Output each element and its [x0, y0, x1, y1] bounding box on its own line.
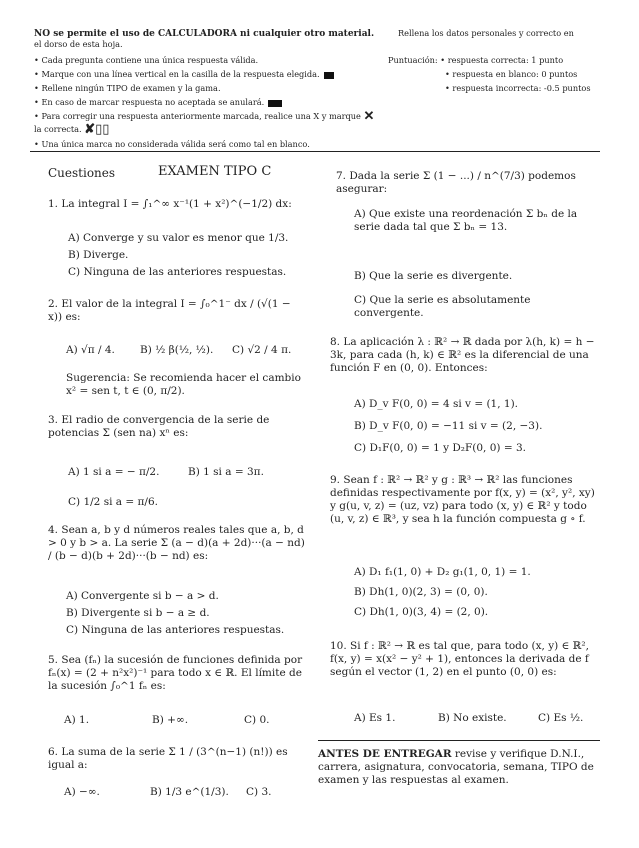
- q5-option-a[interactable]: A) 1.: [64, 714, 90, 726]
- q9-option-c[interactable]: C) Dh(1, 0)(3, 4) = (2, 0).: [354, 606, 489, 618]
- question-stem: Si f : ℝ² → ℝ es tal que, para todo (x, y) ∈ ℝ², f(x, y) = x(x² − y² + 1), entonces la derivada de f según el vector (1, 2) en el punto (0, 0) es:: [330, 640, 589, 678]
- question-stem: La integral I = ∫₁^∞ x⁻¹(1 + x²)^(−1/2) dx:: [61, 198, 292, 210]
- q3-option-b[interactable]: B) 1 si a = 3π.: [188, 466, 264, 478]
- bullet-5: • Para corregir una respuesta anteriormente marcada, realice una X y marque ✕: [34, 109, 375, 124]
- question-number: 6.: [48, 746, 59, 758]
- question-stem: Sean f : ℝ² → ℝ² y g : ℝ³ → ℝ² las funciones definidas respectivamente por f(x, y) = (x², y², xy) y g(u, v, z) = (uz, vz) para todo (x, y) ∈ ℝ² y todo (u, v, z) ∈ ℝ³, y sea h la función compuesta g ∘ f.: [330, 474, 595, 525]
- question-stem: Dada la serie Σ (1 − ...) / n^(7/3) podemos asegurar:: [336, 170, 576, 195]
- question-number: 7.: [336, 170, 347, 182]
- question-stem: El radio de convergencia de la serie de potencias Σ (sen na) xⁿ es:: [48, 414, 270, 439]
- question-number: 8.: [330, 336, 341, 348]
- q1-option-c[interactable]: C) Ninguna de las anteriores respuestas.: [68, 266, 287, 278]
- q10-option-c[interactable]: C) Es ½.: [538, 712, 584, 724]
- crossed-box-icon: ✘▯▯: [84, 122, 110, 137]
- q8-option-a[interactable]: A) D_v F(0, 0) = 4 si v = (1, 1).: [354, 398, 519, 410]
- q6-option-a[interactable]: A) −∞.: [64, 786, 100, 798]
- bullet-text: En caso de marcar respuesta no aceptada se anulará.: [41, 97, 265, 107]
- q7-option-b[interactable]: B) Que la serie es divergente.: [354, 270, 513, 282]
- bullet-2: • Marque con una línea vertical en la casilla de la respuesta elegida.: [34, 69, 334, 79]
- question-number: 3.: [48, 414, 59, 426]
- bullet-3: • Rellene ningún TIPO de examen y la gama.: [34, 83, 221, 93]
- question-stem: La aplicación λ : ℝ² → ℝ dada por λ(h, k) = h − 3k, para cada (h, k) ∈ ℝ² es la diferencial de una función F en (0, 0). Entonces:: [330, 336, 595, 374]
- bullet-text: Rellene ningún TIPO de examen y la gama.: [41, 83, 221, 93]
- q5-option-b[interactable]: B) +∞.: [152, 714, 189, 726]
- question-8: [330, 336, 600, 375]
- instructions-line-1: [34, 28, 374, 39]
- q10-option-a[interactable]: A) Es 1.: [354, 712, 396, 724]
- q2-hint: Sugerencia: Se recomienda hacer el cambio x² = sen t, t ∈ (0, π/2).: [66, 372, 301, 397]
- before-submit-heading: ANTES DE ENTREGAR: [318, 748, 452, 760]
- header-divider: [30, 151, 600, 152]
- q8-option-b[interactable]: B) D_v F(0, 0) = −11 si v = (2, −3).: [354, 420, 543, 432]
- q8-option-c[interactable]: C) D₁F(0, 0) = 1 y D₂F(0, 0) = 3.: [354, 442, 527, 454]
- question-3: [48, 414, 308, 440]
- question-9: [330, 474, 600, 526]
- question-4: [48, 524, 306, 563]
- q1-option-b[interactable]: B) Diverge.: [68, 249, 129, 261]
- q9-option-b[interactable]: B) Dh(1, 0)(2, 3) = (0, 0).: [354, 586, 488, 598]
- q7-option-a[interactable]: A) Que existe una reordenación Σ bₙ de la serie dada tal que Σ bₙ = 13.: [354, 208, 578, 233]
- q2-option-a[interactable]: A) √π / 4.: [66, 344, 115, 356]
- bullet-text: Para corregir una respuesta anteriormente marcada, realice una X y marque: [41, 111, 361, 121]
- question-stem: Sean a, b y d números reales tales que a, b, d > 0 y b > a. La serie Σ (a − d)(a + 2d)···(a − nd) / (b − d)(b + 2d)···(b − nd) es:: [48, 524, 305, 562]
- question-number: 2.: [48, 298, 59, 310]
- bullet-1: • Cada pregunta contiene una única respuesta válida.: [34, 55, 259, 65]
- exam-title: EXAMEN TIPO C: [158, 164, 272, 179]
- scoring-wrong: • respuesta incorrecta: -0.5 puntos: [445, 83, 591, 93]
- bullet-6: • Una única marca no considerada válida será como tal en blanco.: [34, 139, 310, 149]
- bullet-4: • En caso de marcar respuesta no aceptada se anulará.: [34, 97, 282, 107]
- footer-divider: [318, 740, 600, 741]
- q10-option-b[interactable]: B) No existe.: [438, 712, 507, 724]
- question-number: 5.: [48, 654, 59, 666]
- filled-box-icon: [268, 100, 282, 107]
- bullet-text: Una única marca no considerada válida será como tal en blanco.: [41, 139, 310, 149]
- question-6: [48, 746, 310, 772]
- question-2: [48, 298, 308, 324]
- question-7: [336, 170, 598, 196]
- scoring-correct: Puntuación: • respuesta correcta: 1 punto: [388, 55, 564, 65]
- question-number: 4.: [48, 524, 59, 536]
- bullet-text: Cada pregunta contiene una única respuesta válida.: [41, 55, 259, 65]
- bullet-text: Marque con una línea vertical en la casilla de la respuesta elegida.: [41, 69, 320, 79]
- q2-option-b[interactable]: B) ½ β(½, ½).: [140, 344, 214, 356]
- instructions-line-1-right: Rellena los datos personales y correcto en: [398, 28, 574, 38]
- before-submit-note: [318, 748, 600, 787]
- q4-option-c[interactable]: C) Ninguna de las anteriores respuestas.: [66, 624, 285, 636]
- q3-option-c[interactable]: C) 1/2 si a = π/6.: [68, 496, 158, 508]
- q3-option-a[interactable]: A) 1 si a = − π/2.: [68, 466, 160, 478]
- bullet-text: la correcta.: [34, 124, 82, 134]
- question-stem: El valor de la integral I = ∫₀^1⁻ dx / (√(1 − x)) es:: [48, 298, 291, 323]
- cross-mark-icon: ✕: [363, 109, 375, 124]
- q7-option-c[interactable]: C) Que la serie es absolutamente convergente.: [354, 294, 531, 319]
- section-label: Cuestiones: [48, 166, 116, 180]
- before-submit-text: revise y verifique D.N.I., carrera, asignatura, convocatoria, semana, TIPO de examen y las respuestas al examen.: [318, 748, 594, 786]
- question-5: [48, 654, 308, 693]
- q6-option-c[interactable]: C) 3.: [246, 786, 272, 798]
- bullet-5-cont: [34, 124, 109, 135]
- instructions-line-2: el dorso de esta hoja.: [34, 39, 123, 49]
- question-number: 1.: [48, 198, 59, 210]
- calculator-rule: NO se permite el uso de CALCULADORA ni cualquier otro material.: [34, 29, 375, 39]
- question-stem: La suma de la serie Σ 1 / (3^(n−1) (n!)) es igual a:: [48, 746, 288, 771]
- question-number: 9.: [330, 474, 341, 486]
- scoring-blank: • respuesta en blanco: 0 puntos: [445, 69, 578, 79]
- q1-option-a[interactable]: A) Converge y su valor es menor que 1/3.: [68, 232, 289, 244]
- q4-option-a[interactable]: A) Convergente si b − a > d.: [66, 590, 219, 602]
- q9-option-a[interactable]: A) D₁ f₁(1, 0) + D₂ g₁(1, 0, 1) = 1.: [354, 566, 531, 578]
- question-1: [48, 198, 308, 211]
- question-10: [330, 640, 600, 679]
- question-stem: Sea (fₙ) la sucesión de funciones definida por fₙ(x) = (2 + n²x²)⁻¹ para todo x ∈ ℝ. El límite de la sucesión ∫₀^1 fₙ es:: [48, 654, 303, 692]
- question-number: 10.: [330, 640, 347, 652]
- q2-option-c[interactable]: C) √2 / 4 π.: [232, 344, 292, 356]
- q4-option-b[interactable]: B) Divergente si b − a ≥ d.: [66, 607, 210, 619]
- filled-box-icon: [324, 72, 334, 79]
- q6-option-b[interactable]: B) 1/3 e^(1/3).: [150, 786, 229, 798]
- q5-option-c[interactable]: C) 0.: [244, 714, 270, 726]
